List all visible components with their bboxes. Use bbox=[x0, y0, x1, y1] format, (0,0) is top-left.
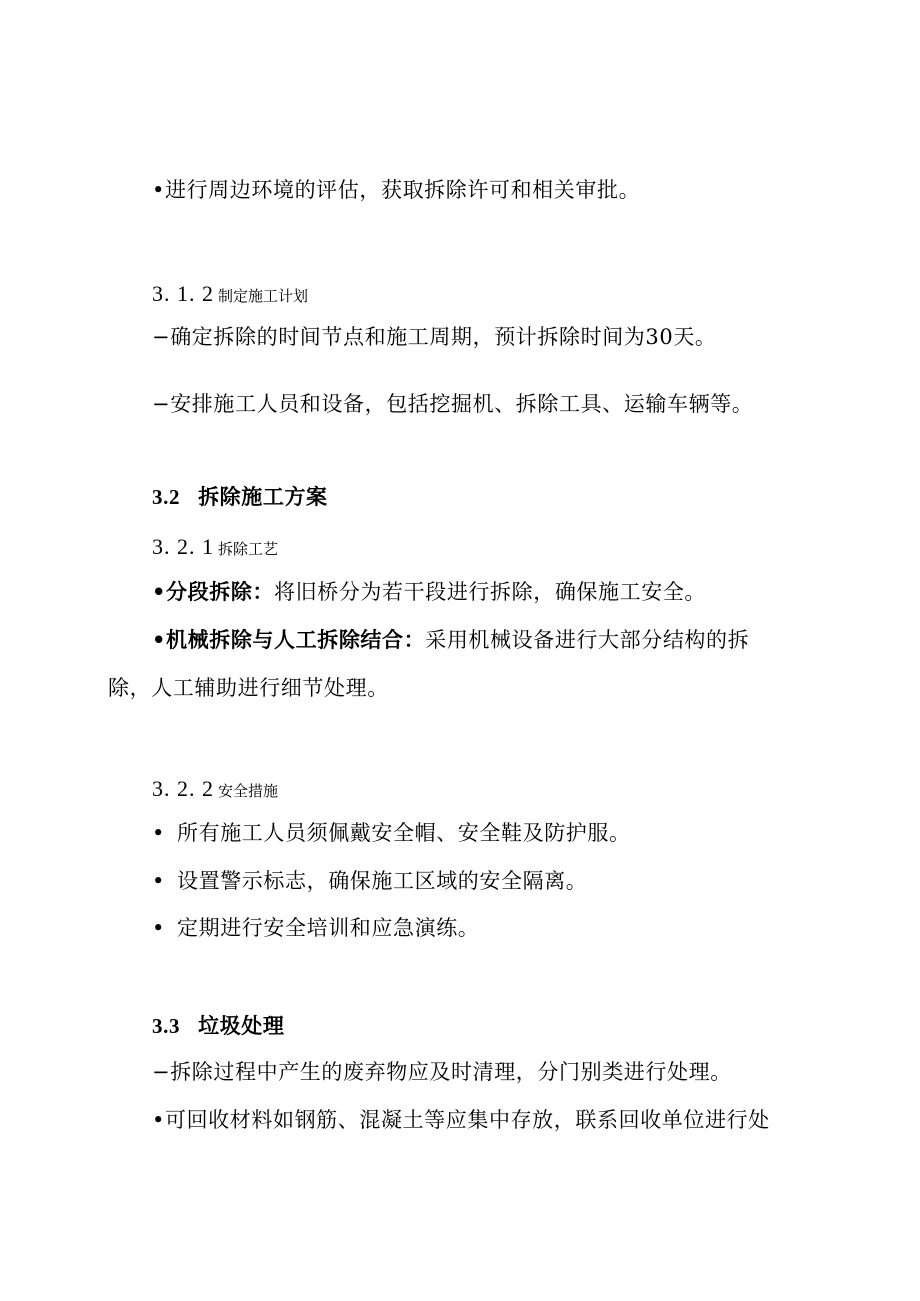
subsection-3-2-2-heading bbox=[152, 775, 278, 805]
subsection-title: 拆除工艺 bbox=[218, 540, 279, 558]
subsection-3-1-2-heading bbox=[152, 280, 308, 310]
subsection-number: 3. 2. 2 bbox=[152, 776, 214, 801]
item-text: 定期进行安全培训和应急演练。 bbox=[177, 916, 480, 940]
list-item-continuation: 除，人工辅助进行细节处理。 bbox=[108, 676, 389, 700]
list-item: •可回收材料如钢筋、混凝土等应集中存放，联系回收单位进行处 bbox=[152, 1108, 770, 1132]
subsection-title: 安全措施 bbox=[218, 782, 279, 800]
section-title: 垃圾处理 bbox=[198, 1014, 285, 1038]
list-item: −安排施工人员和设备，包括挖掘机、拆除工具、运输车辆等。 bbox=[152, 392, 754, 416]
list-item: −拆除过程中产生的废弃物应及时清理，分门别类进行处理。 bbox=[152, 1060, 732, 1084]
bullet-icon: • bbox=[152, 869, 165, 893]
subsection-number: 3. 1. 2 bbox=[152, 281, 214, 306]
subsection-3-2-1-heading bbox=[152, 533, 278, 563]
item-text: 采用机械设备进行大部分结构的拆 bbox=[425, 628, 750, 652]
bullet-icon: • bbox=[152, 916, 165, 940]
list-item: −确定拆除的时间节点和施工周期，预计拆除时间为30天。 bbox=[152, 325, 717, 349]
list-item bbox=[152, 867, 587, 895]
bullet-environment-assessment: •进行周边环境的评估，获取拆除许可和相关审批。 bbox=[152, 178, 641, 202]
item-label: •分段拆除： bbox=[152, 580, 275, 604]
section-3-3-heading bbox=[152, 1012, 284, 1040]
section-number: 3.3 bbox=[152, 1014, 181, 1038]
list-item bbox=[152, 819, 631, 847]
list-item bbox=[152, 626, 749, 654]
item-text: 将旧桥分为若干段进行拆除，确保施工安全。 bbox=[274, 580, 707, 604]
subsection-title: 制定施工计划 bbox=[218, 287, 309, 305]
section-number: 3.2 bbox=[152, 485, 181, 509]
list-item bbox=[152, 578, 706, 606]
bullet-icon: • bbox=[152, 821, 165, 845]
list-item bbox=[152, 914, 479, 942]
item-text: 设置警示标志，确保施工区域的安全隔离。 bbox=[177, 869, 588, 893]
section-title: 拆除施工方案 bbox=[198, 485, 328, 509]
subsection-number: 3. 2. 1 bbox=[152, 534, 214, 559]
section-3-2-heading bbox=[152, 483, 328, 511]
item-text: 所有施工人员须佩戴安全帽、安全鞋及防护服。 bbox=[177, 821, 631, 845]
item-label: •机械拆除与人工拆除结合： bbox=[152, 628, 426, 652]
